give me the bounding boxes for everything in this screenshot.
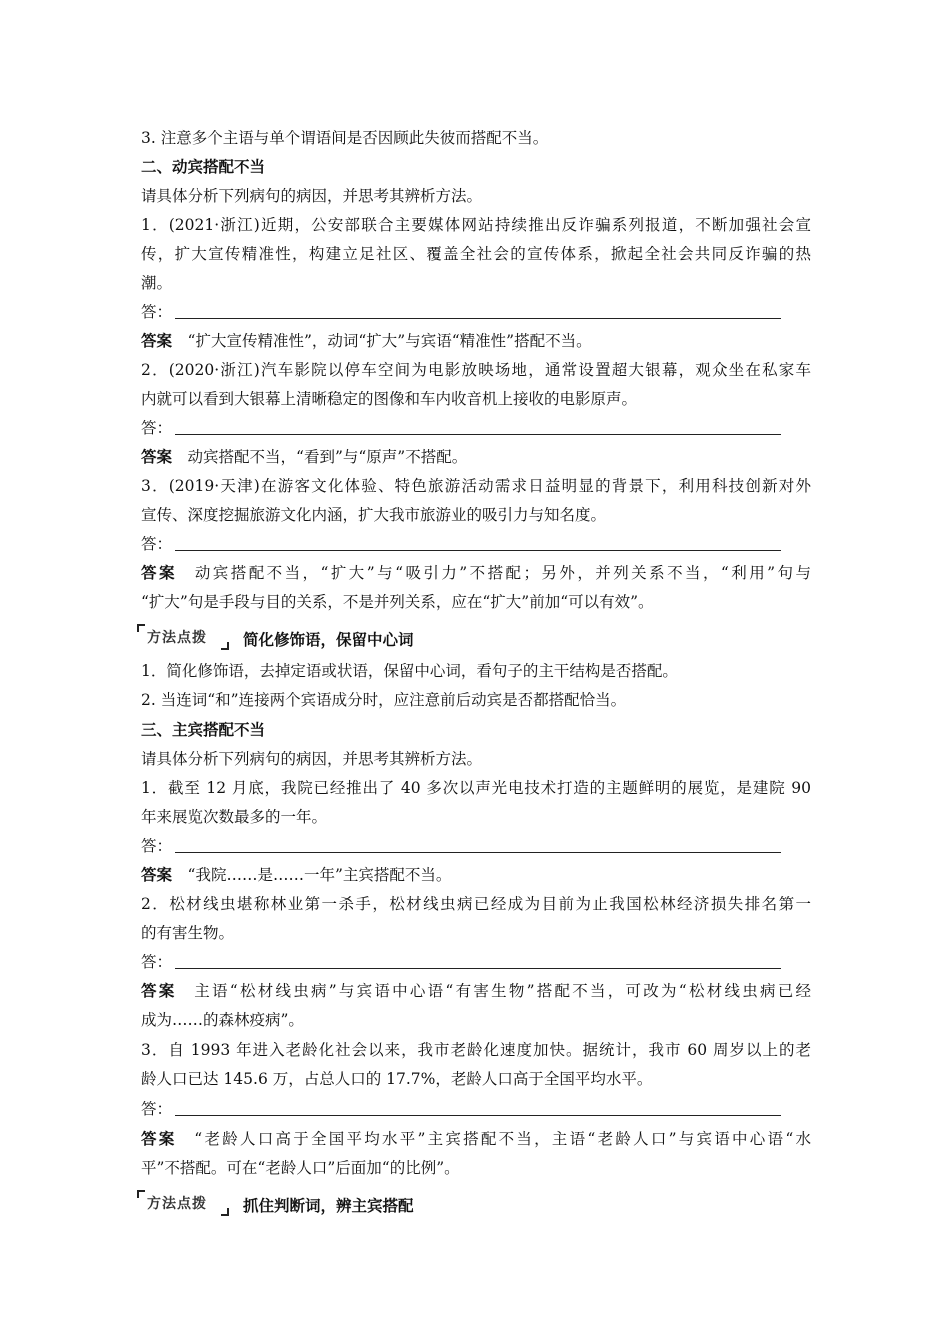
answer-key-label: 答案 xyxy=(141,1130,177,1148)
method-1-point-2: 2. 当连词“和”连接两个宾语成分时，应注意前后动宾是否都搭配恰当。 xyxy=(141,691,627,709)
answer-key-label: 答案 xyxy=(141,448,173,466)
answer-blank-3-2[interactable] xyxy=(141,952,781,974)
answer-blank-2-3[interactable] xyxy=(141,534,781,556)
answer-rule xyxy=(175,1115,781,1116)
section-heading-2: 二、动宾搭配不当 xyxy=(141,158,266,176)
question-2-1-line-1: 1．(2021·浙江)近期，公安部联合主要媒体网站持续推出反诈骗系列报道，不断加强社会宣 xyxy=(141,216,811,234)
answer-blank-3-1[interactable] xyxy=(141,836,781,858)
answer-rule xyxy=(175,318,781,319)
answer-blank-2-1[interactable] xyxy=(141,302,781,324)
answer-prompt: 答： xyxy=(141,1100,173,1118)
answer-prompt: 答： xyxy=(141,419,173,437)
question-3-2-line-1: 2．松材线虫堪称林业第一杀手，松材线虫病已经成为目前为止我国松林经济损失排名第一 xyxy=(141,895,811,913)
answer-rule xyxy=(175,550,781,551)
answer-text: “我院……是……一年”主宾搭配不当。 xyxy=(187,866,452,884)
answer-rule xyxy=(175,852,781,853)
section-intro-3: 请具体分析下列病句的病因，并思考其辨析方法。 xyxy=(141,750,483,768)
question-3-3-line-2: 龄人口已达 145.6 万，占总人口的 17.7%，老龄人口高于全国平均水平。 xyxy=(141,1070,653,1088)
answer-2-3-line-2: “扩大”句是手段与目的关系，不是并列关系，应在“扩大”前加“可以有效”。 xyxy=(141,593,654,611)
method-1-point-1: 1．简化修饰语，去掉定语或状语，保留中心词，看句子的主干结构是否搭配。 xyxy=(141,662,678,680)
answer-text: 动宾搭配不当，“看到”与“原声”不搭配。 xyxy=(187,448,468,466)
question-3-1-line-1: 1．截至 12 月底，我院已经推出了 40 多次以声光电技术打造的主题鲜明的展览，是建院 90 xyxy=(141,779,811,797)
question-2-1-line-2: 传，扩大宣传精准性，构建立足社区、覆盖全社会的宣传体系，掀起全社会共同反诈骗的热 xyxy=(141,245,811,263)
section-heading-3: 三、主宾搭配不当 xyxy=(141,721,266,739)
question-3-2-line-2: 的有害生物。 xyxy=(141,924,235,942)
answer-key-label: 答案 xyxy=(141,332,173,350)
answer-prompt: 答： xyxy=(141,303,173,321)
answer-key-label: 答案 xyxy=(141,982,177,1000)
answer-prompt: 答： xyxy=(141,837,173,855)
answer-key-label: 答案 xyxy=(141,866,173,884)
answer-text: 动宾搭配不当，“扩大”与“吸引力”不搭配；另外，并列关系不当，“利用”句与 xyxy=(194,564,811,582)
answer-2-1 xyxy=(141,331,811,351)
answer-prompt: 答： xyxy=(141,535,173,553)
answer-3-3-line-2: 平”不搭配。可在“老龄人口”后面加“的比例”。 xyxy=(141,1159,460,1177)
tip-line-3: 3. 注意多个主语与单个谓语间是否因顾此失彼而搭配不当。 xyxy=(141,129,549,147)
question-3-3-line-1: 3．自 1993 年进入老龄化社会以来，我市老龄化速度加快。据统计，我市 60 周岁以上的老 xyxy=(141,1041,811,1059)
answer-3-3-line-1 xyxy=(141,1129,811,1149)
answer-key-label: 答案 xyxy=(141,564,177,582)
question-3-1-line-2: 年来展览次数最多的一年。 xyxy=(141,808,328,826)
answer-prompt: 答： xyxy=(141,953,173,971)
answer-3-1 xyxy=(141,865,811,885)
answer-rule xyxy=(175,434,781,435)
question-2-3-line-2: 宣传、深度挖掘旅游文化内涵，扩大我市旅游业的吸引力与知名度。 xyxy=(141,506,607,524)
answer-blank-3-3[interactable] xyxy=(141,1099,781,1121)
method-tag: 方法点拨 xyxy=(137,1190,229,1216)
section-intro-2: 请具体分析下列病句的病因，并思考其辨析方法。 xyxy=(141,187,483,205)
answer-text: 主语“松材线虫病”与宾语中心语“有害生物”搭配不当，可改为“松材线虫病已经 xyxy=(194,982,811,1000)
answer-text: “老龄人口高于全国平均水平”主宾搭配不当，主语“老龄人口”与宾语中心语“水 xyxy=(194,1130,811,1148)
answer-3-2-line-2: 成为……的森林疫病”。 xyxy=(141,1011,304,1029)
answer-text: “扩大宣传精准性”，动词“扩大”与宾语“精准性”搭配不当。 xyxy=(187,332,592,350)
answer-rule xyxy=(175,968,781,969)
method-tag: 方法点拨 xyxy=(137,624,229,650)
answer-3-2-line-1 xyxy=(141,981,811,1001)
answer-2-2 xyxy=(141,447,811,467)
question-2-2-line-1: 2．(2020·浙江)汽车影院以停车空间为电影放映场地，通常设置超大银幕，观众坐在私家车 xyxy=(141,361,811,379)
question-2-2-line-2: 内就可以看到大银幕上清晰稳定的图像和车内收音机上接收的电影原声。 xyxy=(141,390,638,408)
question-2-3-line-1: 3．(2019·天津)在游客文化体验、特色旅游活动需求日益明显的背景下，利用科技创新对外 xyxy=(141,477,811,495)
question-2-1-line-3: 潮。 xyxy=(141,274,173,292)
method-title: 抓住判断词，辨主宾搭配 xyxy=(243,1197,414,1215)
answer-2-3-line-1 xyxy=(141,563,811,583)
answer-blank-2-2[interactable] xyxy=(141,418,781,440)
method-title: 简化修饰语，保留中心词 xyxy=(243,631,414,649)
